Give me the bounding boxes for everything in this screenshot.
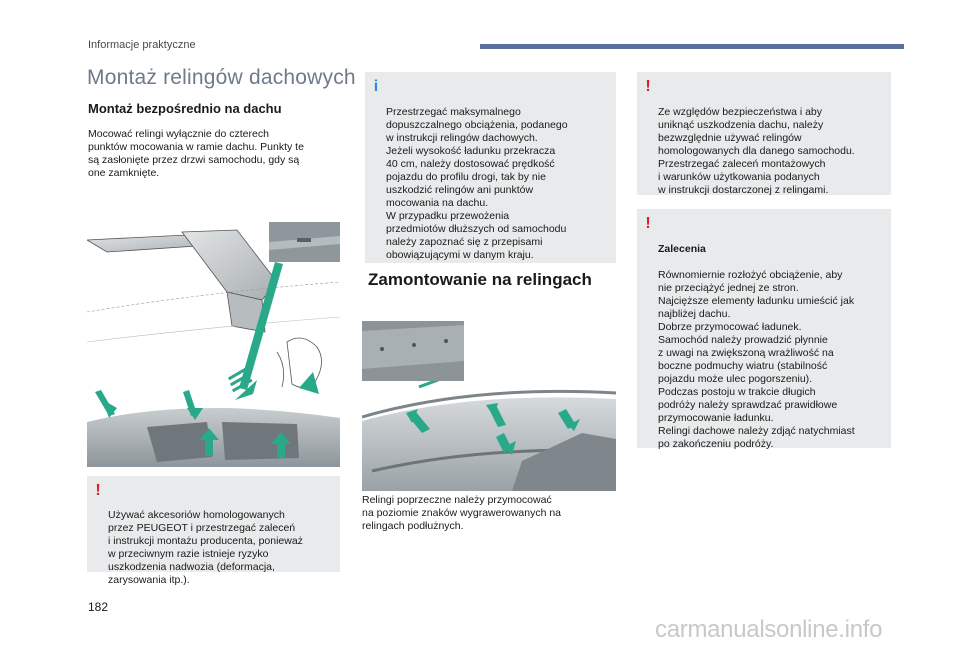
engraved-marks-detail [362,321,464,381]
warning-note-accessories-text: Używać akcesoriów homologowanych przez PEUGEOT i przestrzegać zaleceń i instrukcji montażu producenta, ponieważ w przeciwnym razie istnieje ryzyko uszkodzenia nadwozia (deformacja, zarysowania itp.). [108,509,303,586]
page-number: 182 [88,600,109,614]
mount-point-detail [269,222,340,262]
illustration-roof-mount-points [87,222,340,467]
recommendations-title: Zalecenia [658,243,706,255]
running-header: Informacje praktyczne [88,39,196,51]
info-icon: i [373,78,379,95]
heading-direct-mount: Montaż bezpośrednio na dachu [88,101,282,116]
warning-note-safety-text: Ze względów bezpieczeństwa i aby uniknąć uszkodzenia dachu, należy bezwzględnie używać relingów homologowanych dla danego samochodu. Przestrzegać zaleceń montażowych i warunków użytkowania podanych w instrukcji dostarczonej z relingami. [658,106,855,196]
warning-note-recommendations [637,209,891,448]
info-note-max-load [365,72,616,263]
warning-note-safety [637,72,891,195]
page-title: Montaż relingów dachowych [87,66,356,89]
direct-mount-text: Mocować relingi wyłącznie do czterech punktów mocowania w ramie dachu. Punkty te są zasłonięte przez drzwi samochodu, gdy są one zamknięte. [88,128,304,179]
exclamation-icon: ! [645,215,651,232]
exclamation-icon: ! [645,78,651,95]
warning-note-accessories [87,476,340,586]
recommendations-text: Równomiernie rozłożyć obciążenie, aby nie przeciążyć jednej ze stron. Najcięższe elementy ładunku umieścić jak najbliżej dachu. Dobrze przymocować ładunek. Samochód należy prowadzić płynnie z uwagi na zwiększoną wrażliwość na boczne podmuchy wiatru (stabilność pojazdu może ulec pogorszeniu). Podczas postoju w trakcie długich podróży należy sprawdzać prawidłowe przymocowanie ładunku. Relingi dachowe należy zdjąć natychmiast po zakończeniu podróży. [658,269,855,450]
detail-inset-engraved-marks [362,321,464,381]
rails-mount-caption: Relingi poprzeczne należy przymocować na poziomie znaków wygrawerowanych na relingach podłużnych. [362,494,562,532]
header-bar [480,44,904,49]
info-note-max-load-text: Przestrzegać maksymalnego dopuszczalnego obciążenia, podanego w instrukcji relingów dachowych. Jeżeli wysokość ładunku przekracza 40 cm, należy dostosować prędkość pojazdu do profilu drogi, tak by nie uszkodzić relingów ani punktów mocowania na dachu. W przypadku przewożenia przedmiotów dłuższych od samochodu należy zapoznać się z przepisami obowiązującymi w danym kraju. [386,106,568,261]
exclamation-icon: ! [95,482,101,499]
illustration-rails-mount [362,321,616,491]
detail-inset-mount-point [269,222,340,262]
heading-rails-mount: Zamontowanie na relingach [368,270,592,289]
watermark: carmanualsonline.info [655,616,883,643]
